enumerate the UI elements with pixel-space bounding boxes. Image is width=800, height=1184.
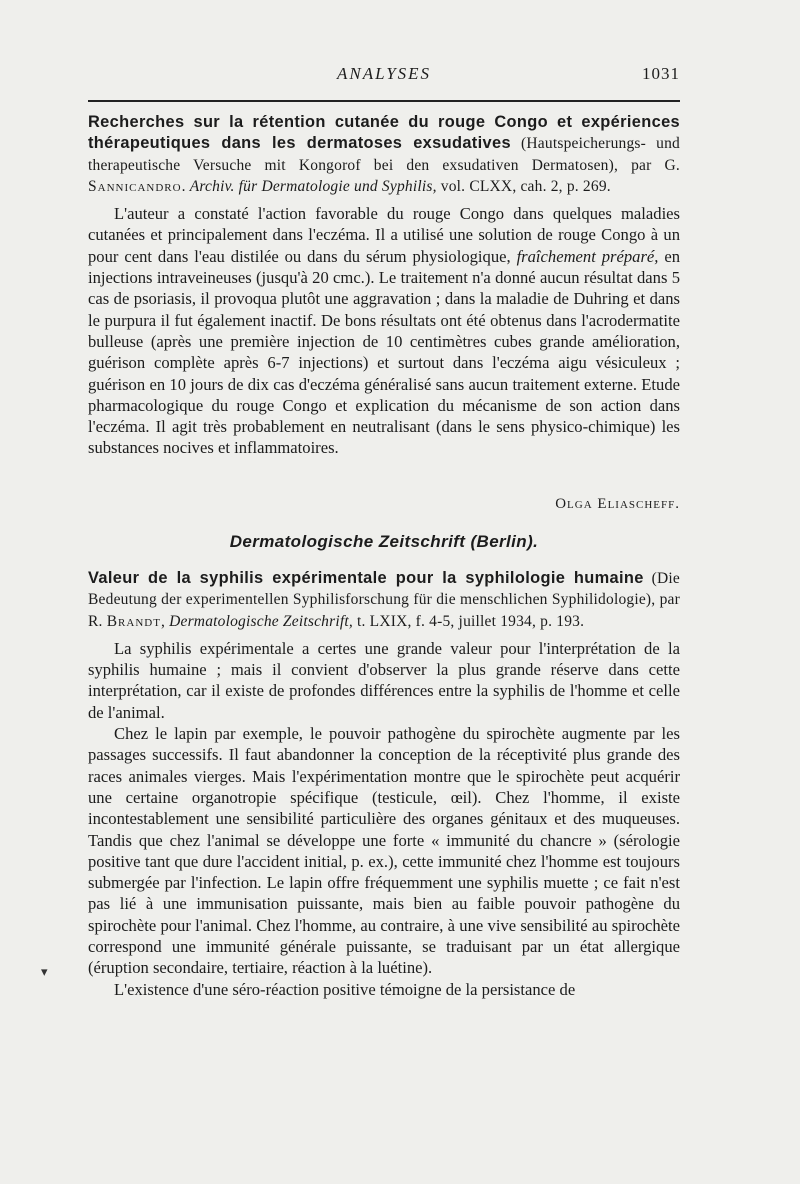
- article-1-signature: Olga Eliascheff.: [555, 496, 680, 512]
- article-1-journal: Archiv. für Dermatologie und Syphilis,: [189, 177, 437, 195]
- article-2-ref-prefix: (Die Bedeutung der experimentellen Syphilisforschung für die menschlichen Syphilidologie), par R.: [88, 570, 681, 630]
- article-2-author: Brandt: [106, 612, 161, 630]
- article-2-paragraph-3: L'existence d'une séro-réaction positive témoigne de la persistance de: [114, 979, 576, 999]
- signature-row: [88, 496, 680, 520]
- article-1-ref-prefix: (Hautspeicherungs- und therapeutische Versuche mit Kongorof bei den exsudativen Dermatosen), par G.: [88, 135, 680, 174]
- header-rule: [88, 100, 680, 102]
- article-2-journal: Dermatologische Zeitschrift,: [169, 612, 353, 630]
- article-1-heading: [88, 112, 680, 197]
- article-1-body-start: L'auteur a constaté l'action favorable du rouge Congo dans quelques maladies cutanées et principalement dans l'eczéma. Il a utilisé une solution de rouge Congo à un pour cent dans l'eau distilée ou dans du sérum physiologique,: [88, 204, 680, 266]
- article-2-ref-end: t. LXIX, f. 4-5, juillet 1934, p. 193.: [352, 612, 585, 630]
- page-header: [88, 62, 680, 92]
- article-1-ref-end: vol. CLXX, cah. 2, p. 269.: [436, 177, 611, 195]
- page-number: 1031: [642, 64, 680, 83]
- article-1-author: Sannicandro: [88, 177, 182, 195]
- article-1-title: Recherches sur la rétention cutanée du rouge Congo et expériences thérapeutiques dans les dermatoses exsudatives: [88, 113, 680, 153]
- article-2-title: Valeur de la syphilis expérimentale pour la syphilologie humaine: [88, 569, 644, 587]
- article-1-body-italic: fraîchement préparé,: [516, 246, 659, 266]
- article-1: [88, 112, 680, 459]
- article-1-body: [88, 203, 680, 459]
- margin-mark: ▾: [41, 964, 48, 979]
- article-2-paragraph-2: Chez le lapin par exemple, le pouvoir pathogène du spirochète augmente par les passages successifs. Il faut abandonner la conception de la réceptivité plus grande des races animales vierges. Mais l'expérimentation montre que le spirochète peut acquérir une certaine organotropie spécifique (testicule, œil). Chez l'homme, il existe incontestablement une sensibilité particulière des organes génitaux et des muqueuses. Tandis que chez l'animal se développe une forte « immunité du chancre » (sérologie positive tant que dure l'accident initial, p. ex.), cette immunité chez l'homme est toujours submergée par l'infection. Le lapin offre fréquemment une syphilis muette ; ce fait n'est pas lié à une immunisation puissante, mais bien au faible pouvoir pathogène du spirochète pour l'animal. Chez l'homme, au contraire, à une vive sensibilité au spirochète correspond une immunité générale puissante, se traduisant par un état allergique (éruption secondaire, tertiaire, réaction à la luétine).: [88, 724, 680, 978]
- article-2-heading: [88, 568, 680, 632]
- article-2-paragraph-1: La syphilis expérimentale a certes une grande valeur pour l'interprétation de la syphilis humaine ; mais il convient d'observer la plus grande réserve dans cette interprétation, car il existe de profondes différences entre la syphilis de l'homme et celle de l'animal.: [88, 638, 680, 722]
- article-1-body-end: en injections intraveineuses (jusqu'à 20 cmc.). Le traitement n'a donné aucun résultat dans 5 cas de psoriasis, il provoqua plutôt une aggravation ; dans la maladie de Duhring et dans le purpura il fut également inactif. De bons résultats ont été obtenus dans l'acrodermatite bulleuse (après une première injection de 10 centimètres cubes grande amélioration, guérison complète après 6-7 injections) et surtout dans l'eczéma aigu vésiculeux ; guérison en 10 jours de dix cas d'eczéma généralisé sans aucun traitement externe. Etude pharmacologique du rouge Congo et explication du mécanisme de son action dans l'eczéma. Il agit très probablement en neutralisant (dans le sens physico-chimique) les substances nocives et inflammatoires.: [88, 246, 681, 458]
- section-heading: Dermatologische Zeitschrift (Berlin).: [229, 532, 539, 551]
- article-2: [88, 568, 680, 1000]
- article-1-ref-mid: .: [181, 177, 190, 195]
- article-2-ref-mid: ,: [160, 612, 170, 630]
- running-title: ANALYSES: [336, 64, 432, 83]
